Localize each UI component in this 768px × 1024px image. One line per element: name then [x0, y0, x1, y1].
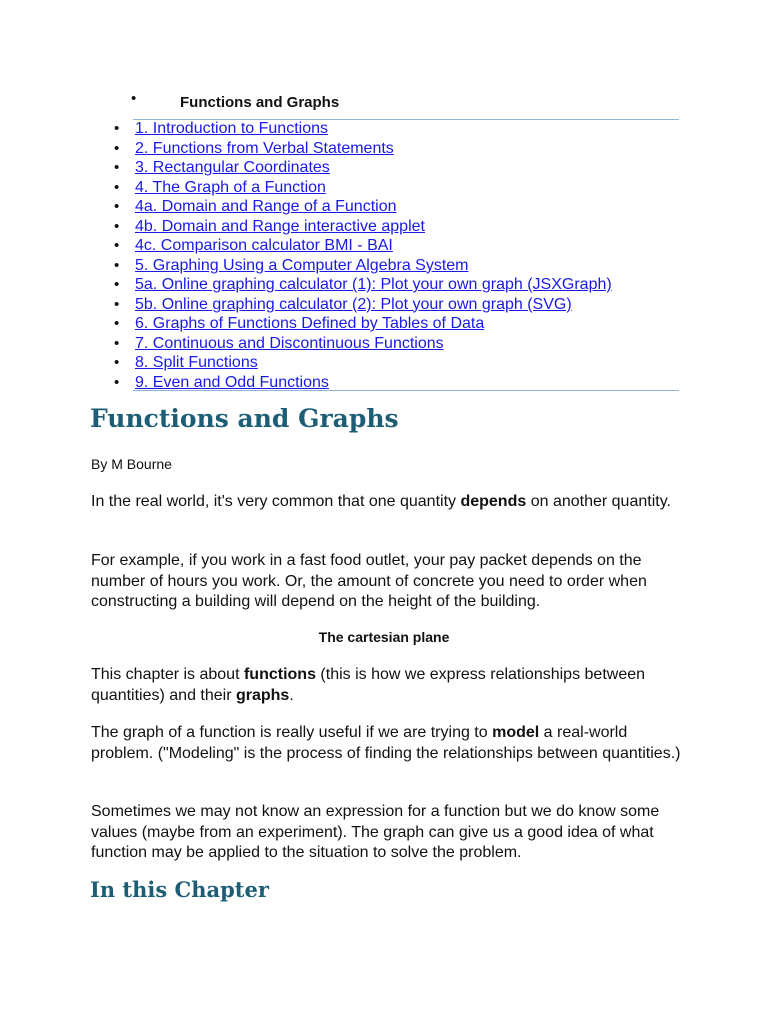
bullet-icon: • [114, 178, 120, 196]
toc-link-domain-range-applet[interactable]: 4b. Domain and Range interactive applet [135, 217, 425, 235]
page-title: Functions and Graphs [90, 404, 399, 433]
keyword-graphs: graphs [235, 686, 290, 704]
bullet-icon: • [114, 237, 120, 254]
text-run: (this is how we express relationships between quantities) and their [91, 666, 646, 704]
bullet-icon: • [114, 256, 120, 274]
toc-link-computer-algebra[interactable]: 5. Graphing Using a Computer Algebra System [135, 256, 469, 274]
intro-paragraph [91, 492, 691, 513]
bullet-icon: • [114, 139, 120, 157]
bullet-icon: • [114, 315, 120, 332]
figure-caption: The cartesian plane [318, 629, 450, 645]
bullet-icon: • [114, 334, 120, 352]
bullet-icon: • [114, 354, 120, 371]
toc-link-split-functions[interactable]: 8. Split Functions [135, 354, 258, 371]
toc-link-svg[interactable]: 5b. Online graphing calculator (2): Plot your own graph (SVG) [135, 295, 572, 313]
text-run: on another quantity. [526, 493, 671, 510]
byline: By M Bourne [91, 456, 172, 472]
toc-bottom-rule [133, 390, 679, 391]
toc-link-continuous[interactable]: 7. Continuous and Discontinuous Functions [135, 334, 444, 352]
keyword-depends: depends [460, 493, 527, 510]
bullet-icon: • [114, 295, 120, 313]
toc-link-domain-range[interactable]: 4a. Domain and Range of a Function [135, 198, 397, 215]
toc-heading: Functions and Graphs [180, 94, 340, 111]
text-run: . [289, 686, 294, 704]
keyword-model: model [492, 724, 540, 741]
toc-link-verbal-statements[interactable]: 2. Functions from Verbal Statements [135, 139, 394, 157]
bullet-icon: • [114, 120, 120, 137]
toc-link-bmi-bai[interactable]: 4c. Comparison calculator BMI - BAI [135, 237, 393, 254]
text-run: The graph of a function is really useful if we are trying to [91, 724, 493, 741]
bullet-icon: • [114, 276, 120, 293]
bullet-icon: • [114, 159, 120, 176]
toc-link-jsxgraph[interactable]: 5a. Online graphing calculator (1): Plot your own graph (JSXGraph) [135, 276, 612, 293]
values-paragraph: Sometimes we may not know an expression for a function but we do know some values (maybe from an experiment). The graph can give us a good idea of what function may be applied to the situation to solve the problem. [91, 803, 660, 861]
chapter-paragraph [91, 665, 691, 706]
keyword-functions: functions [243, 666, 316, 683]
toc-link-tables-of-data[interactable]: 6. Graphs of Functions Defined by Tables of Data [135, 315, 485, 332]
section-heading: In this Chapter [90, 877, 269, 902]
bullet-icon: • [114, 198, 120, 215]
text-run: a real-world problem. ("Modeling" is the process of finding the relationships between quantities.) [91, 724, 681, 762]
bullet-icon: • [114, 217, 120, 235]
text-run: This chapter is about [91, 666, 244, 683]
model-paragraph [91, 723, 691, 764]
bullet-icon: • [114, 373, 120, 391]
toc-link-graph-of-function[interactable]: 4. The Graph of a Function [135, 178, 326, 196]
toc-link-rectangular-coordinates[interactable]: 3. Rectangular Coordinates [135, 159, 330, 176]
toc-heading-bullet: • [131, 90, 137, 107]
example-paragraph: For example, if you work in a fast food outlet, your pay packet depends on the number of hours you work. Or, the amount of concrete you need to order when constructing a building will depend on the height of the building. [91, 552, 647, 610]
text-run: In the real world, it's very common that one quantity [91, 493, 461, 510]
toc-link-even-odd[interactable]: 9. Even and Odd Functions [135, 373, 329, 391]
toc-link-introduction[interactable]: 1. Introduction to Functions [135, 120, 328, 137]
